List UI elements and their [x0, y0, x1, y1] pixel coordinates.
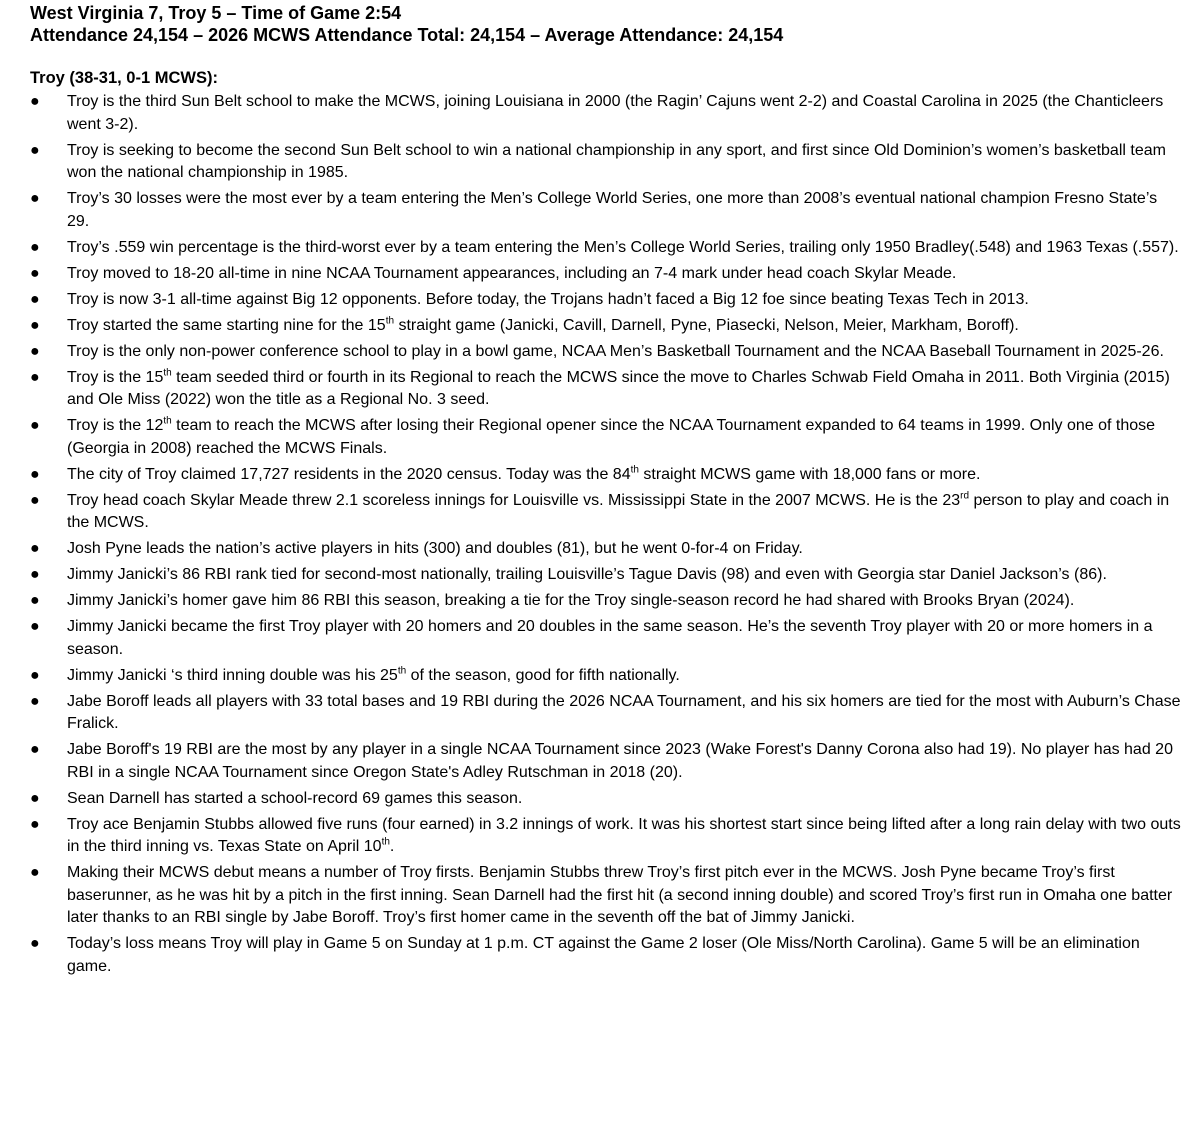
- note-text: Troy ace Benjamin Stubbs allowed five runs (four earned) in 3.2 innings of work. It was his shortest start since being lifted after a long rain delay with two outs in the third inning vs. Texas State on April 10: [67, 815, 1181, 855]
- note-text: of the season, good for fifth nationally.: [406, 666, 680, 684]
- note-item: [0, 665, 1200, 688]
- bullet-icon: ●: [30, 789, 40, 807]
- bullet-icon: ●: [30, 566, 40, 583]
- bullet-icon: ●: [30, 368, 40, 386]
- bullet-icon: ●: [30, 618, 40, 635]
- note-item: [0, 933, 1200, 978]
- bullet-icon: ●: [30, 815, 40, 833]
- note-text: Troy is the only non-power conference school to play in a bowl game, NCAA Men’s Basketball Tournament and the NCAA Baseball Tournament in 2025-26.: [67, 342, 1164, 360]
- note-item: [0, 315, 1200, 338]
- note-item: [0, 341, 1200, 364]
- note-text: Jimmy Janicki became the first Troy player with 20 homers and 20 doubles in the same season. He’s the seventh Troy player with 20 or more homers in a season.: [67, 618, 1153, 658]
- note-item: [0, 490, 1200, 535]
- bullet-icon: ●: [30, 342, 40, 360]
- ordinal-suffix: th: [397, 665, 407, 677]
- note-text: Troy started the same starting nine for the 15: [67, 316, 386, 334]
- note-item: [0, 289, 1200, 312]
- ordinal-suffix: th: [385, 315, 395, 327]
- bullet-icon: ●: [30, 190, 40, 207]
- ordinal-suffix: th: [163, 415, 172, 427]
- note-text: Troy is the third Sun Belt school to make the MCWS, joining Louisiana in 2000 (the Ragin’ Cajuns went 2-2) and Coastal Carolina in 2025 (the Chanticleers went 3-2).: [67, 93, 1164, 133]
- note-text: The city of Troy claimed 17,727 residents in the 2020 census. Today was the 84: [67, 465, 631, 483]
- note-item: [0, 739, 1200, 784]
- note-text: .: [389, 838, 395, 855]
- team-heading: Troy (38-31, 0-1 MCWS):: [30, 69, 218, 87]
- attendance-line: Attendance 24,154 – 2026 MCWS Attendance Total: 24,154 – Average Attendance: 24,154: [30, 25, 784, 45]
- bullet-icon: ●: [30, 93, 40, 110]
- notes-list: [0, 91, 1200, 982]
- note-text: team seeded third or fourth in its Regional to reach the MCWS since the move to Charles Schwab Field Omaha in 2011. Both Virginia (2015) and Ole Miss (2022) won the title as a Regional No. 3 seed.: [67, 368, 1170, 408]
- note-text: Troy is now 3-1 all-time against Big 12 opponents. Before today, the Trojans hadn’t faced a Big 12 foe since beating Texas Tech in 2013.: [67, 290, 1029, 308]
- note-item: [0, 415, 1200, 460]
- bullet-icon: ●: [30, 465, 40, 483]
- note-text: Jabe Boroff's 19 RBI are the most by any player in a single NCAA Tournament since 2023 (Wake Forest's Danny Corona also had 19). No player has had 20 RBI in a single NCAA Tournament since Oregon State's Adley Rutschman in 2018 (20).: [67, 741, 1173, 781]
- note-text: Troy’s .559 win percentage is the third-worst ever by a team entering the Men’s College World Series, trailing only 1950 Bradley(.548) and 1963 Texas (.557).: [67, 238, 1179, 256]
- game-result-line: West Virginia 7, Troy 5 – Time of Game 2:54: [30, 3, 402, 23]
- bullet-icon: ●: [30, 141, 40, 159]
- note-item: [0, 237, 1200, 260]
- bullet-icon: ●: [30, 290, 40, 308]
- note-text: Making their MCWS debut means a number of Troy firsts. Benjamin Stubbs threw Troy’s first pitch ever in the MCWS. Josh Pyne became Troy’s first baserunner, as he was hit by a pitch in the first inning. Sean Darnell had the first hit (a second inning double) and scored Troy’s first run in Omaha one batter later thanks to an RBI single by Jabe Boroff. Troy’s first homer came in the seventh off the bat of Jimmy Janicki.: [67, 864, 1173, 926]
- note-text: straight MCWS game with 18,000 fans or more.: [638, 465, 981, 483]
- note-text: Jimmy Janicki ‘s third inning double was his 25: [67, 666, 398, 684]
- note-text: Jabe Boroff leads all players with 33 total bases and 19 RBI during the 2026 NCAA Tournament, and his six homers are tied for the most with Auburn’s Chase Fralick.: [67, 692, 1181, 732]
- bullet-icon: ●: [30, 935, 40, 952]
- note-text: Sean Darnell has started a school-record 69 games this season.: [67, 789, 523, 807]
- bullet-icon: ●: [30, 264, 40, 282]
- note-text: team to reach the MCWS after losing their Regional opener since the NCAA Tournament expanded to 64 teams in 1999. Only one of those (Georgia in 2008) reached the MCWS Finals.: [67, 417, 1156, 457]
- note-text: Troy moved to 18-20 all-time in nine NCAA Tournament appearances, including an 7-4 mark under head coach Skylar Meade.: [67, 264, 957, 282]
- bullet-icon: ●: [30, 864, 40, 881]
- bullet-icon: ●: [30, 666, 40, 684]
- note-item: [0, 862, 1200, 930]
- note-text: Troy is the 12: [67, 417, 164, 434]
- ordinal-suffix: th: [630, 464, 639, 476]
- bullet-icon: ●: [30, 316, 40, 334]
- note-item: [0, 140, 1200, 185]
- note-text: Today’s loss means Troy will play in Game 5 on Sunday at 1 p.m. CT against the Game 2 loser (Ole Miss/North Carolina). Game 5 will be an elimination game.: [67, 935, 1140, 975]
- note-text: Jimmy Janicki’s homer gave him 86 RBI this season, breaking a tie for the Troy single-season record he had shared with Brooks Bryan (2024).: [67, 592, 1075, 609]
- bullet-icon: ●: [30, 741, 40, 758]
- note-item: [0, 91, 1200, 136]
- note-item: [0, 188, 1200, 233]
- bullet-icon: ●: [30, 540, 40, 557]
- note-item: [0, 590, 1200, 613]
- note-item: [0, 464, 1200, 487]
- bullet-icon: ●: [30, 417, 40, 434]
- note-text: person to play and coach in the MCWS.: [67, 491, 1170, 531]
- bullet-icon: ●: [30, 238, 40, 256]
- note-text: Josh Pyne leads the nation’s active players in hits (300) and doubles (81), but he went 0-for-4 on Friday.: [67, 540, 803, 557]
- ordinal-suffix: rd: [960, 490, 970, 502]
- note-text: Troy is seeking to become the second Sun Belt school to win a national championship in any sport, and first since Old Dominion’s women’s basketball team won the national championship in 1985.: [67, 141, 1166, 181]
- bullet-icon: ●: [30, 592, 40, 609]
- note-item: [0, 616, 1200, 661]
- note-item: [0, 814, 1200, 859]
- note-text: Troy head coach Skylar Meade threw 2.1 scoreless innings for Louisville vs. Mississippi State in the 2007 MCWS. He is the 23: [67, 491, 961, 509]
- note-text: Troy’s 30 losses were the most ever by a team entering the Men’s College World Series, one more than 2008’s eventual national champion Fresno State’s 29.: [67, 190, 1158, 230]
- bullet-icon: ●: [30, 491, 40, 509]
- note-item: [0, 564, 1200, 587]
- note-item: [0, 263, 1200, 286]
- note-item: [0, 538, 1200, 561]
- note-item: [0, 691, 1200, 736]
- bullet-icon: ●: [30, 692, 40, 710]
- note-text: Troy is the 15: [67, 368, 164, 386]
- note-text: straight game (Janicki, Cavill, Darnell, Pyne, Piasecki, Nelson, Meier, Markham, Boroff).: [394, 316, 1019, 334]
- note-item: [0, 788, 1200, 811]
- ordinal-suffix: th: [381, 836, 390, 848]
- note-text: Jimmy Janicki’s 86 RBI rank tied for second-most nationally, trailing Louisville’s Tague Davis (98) and even with Georgia star Daniel Jackson’s (86).: [67, 566, 1107, 583]
- note-item: [0, 367, 1200, 412]
- ordinal-suffix: th: [163, 367, 172, 379]
